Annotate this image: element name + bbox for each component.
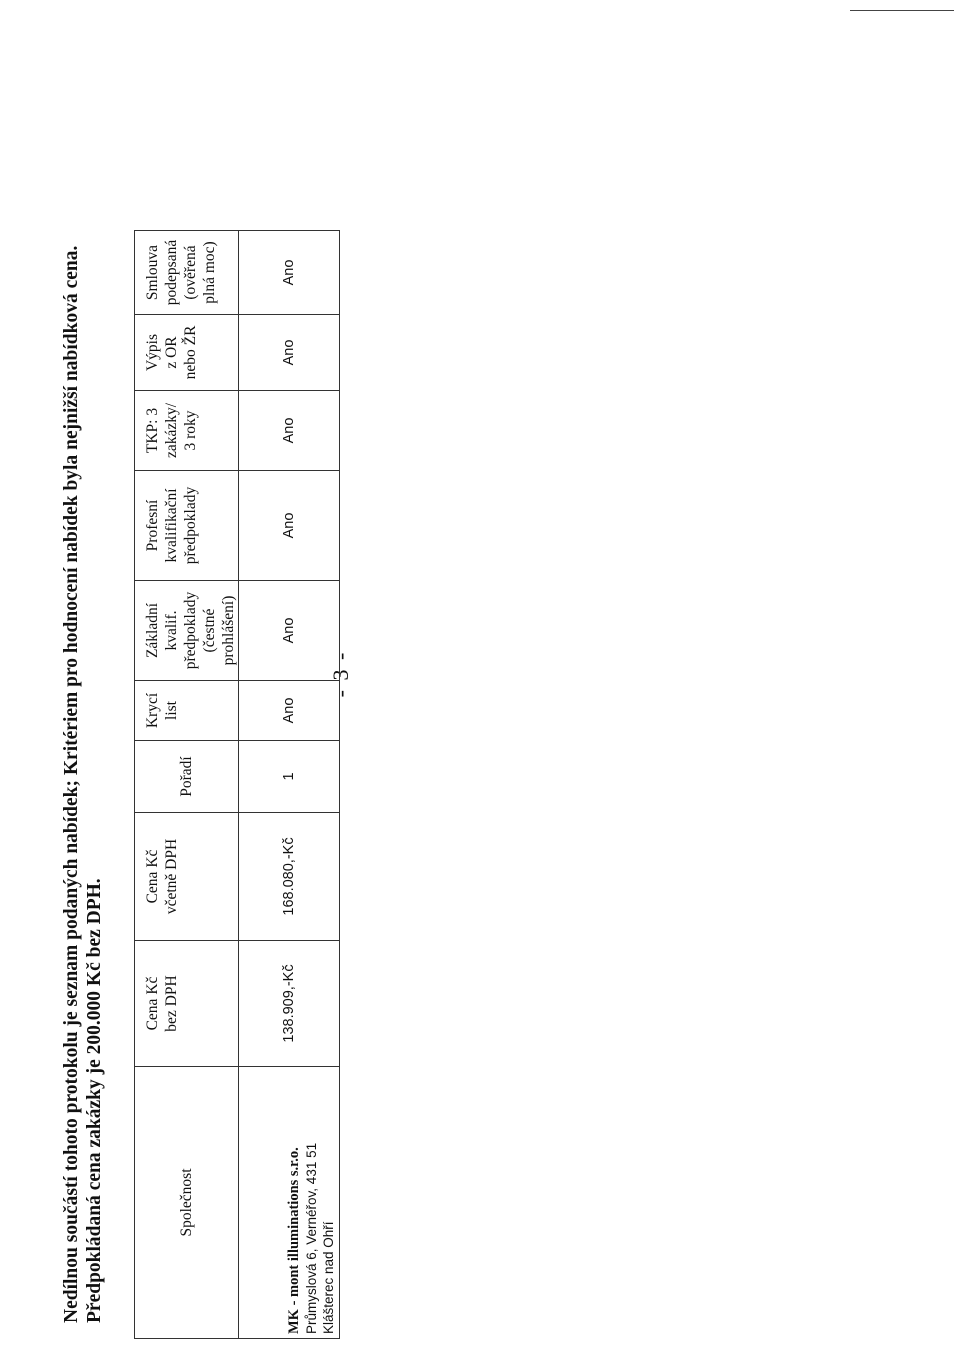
header-technical-qualification: TKP: 3 zakázky/ 3 roky (135, 391, 239, 471)
basic-qualification-cell: Ano (239, 581, 340, 681)
cover-sheet-cell: Ano (239, 681, 340, 741)
header-price-incl-vat: Cena Kč včetně DPH (135, 813, 239, 941)
header-cover-sheet: Krycí list (135, 681, 239, 741)
company-address-line-2: Klášterec nad Ohří (321, 1221, 336, 1334)
table-row (239, 231, 340, 1339)
page-number: - 3 - (328, 650, 353, 698)
professional-qualification-cell: Ano (239, 471, 340, 581)
table-header-row (135, 231, 239, 1339)
header-rank: Pořadí (135, 741, 239, 813)
header-register-extract: Výpis z OR nebo ŽR (135, 315, 239, 391)
intro-line-1: Nedílnou součástí tohoto protokolu je seznam podaných nabídek; Kritériem pro hodnocení nabídek byla nejnižší nabídková cena. (61, 245, 82, 1323)
header-professional-qualification: Profesní kvalifikační předpoklady (135, 471, 239, 581)
header-basic-qualification: Základní kvalif. předpoklady (čestné prohlášení) (135, 581, 239, 681)
signed-contract-cell: Ano (239, 231, 340, 315)
company-address-line-1: Průmyslová 6, Vernéřov, 431 51 (304, 1142, 319, 1334)
intro-line-2: Předpokládaná cena zakázky je 200.000 Kč bez DPH. (84, 878, 105, 1323)
intro-text (60, 43, 106, 1323)
header-signed-contract: Smlouva podepsaná (ověřená plná moc) (135, 231, 239, 315)
price-incl-vat-cell: 168.080,-Kč (239, 813, 340, 941)
header-price-excl-vat: Cena Kč bez DPH (135, 941, 239, 1067)
header-company: Společnost (135, 1067, 239, 1339)
technical-qualification-cell: Ano (239, 391, 340, 471)
price-excl-vat-cell: 138.909,-Kč (239, 941, 340, 1067)
company-name: MK - mont illuminations s.r.o. (286, 1147, 302, 1334)
company-cell (239, 1067, 340, 1339)
rank-cell: 1 (239, 741, 340, 813)
offers-table (134, 230, 340, 1339)
register-extract-cell: Ano (239, 315, 340, 391)
